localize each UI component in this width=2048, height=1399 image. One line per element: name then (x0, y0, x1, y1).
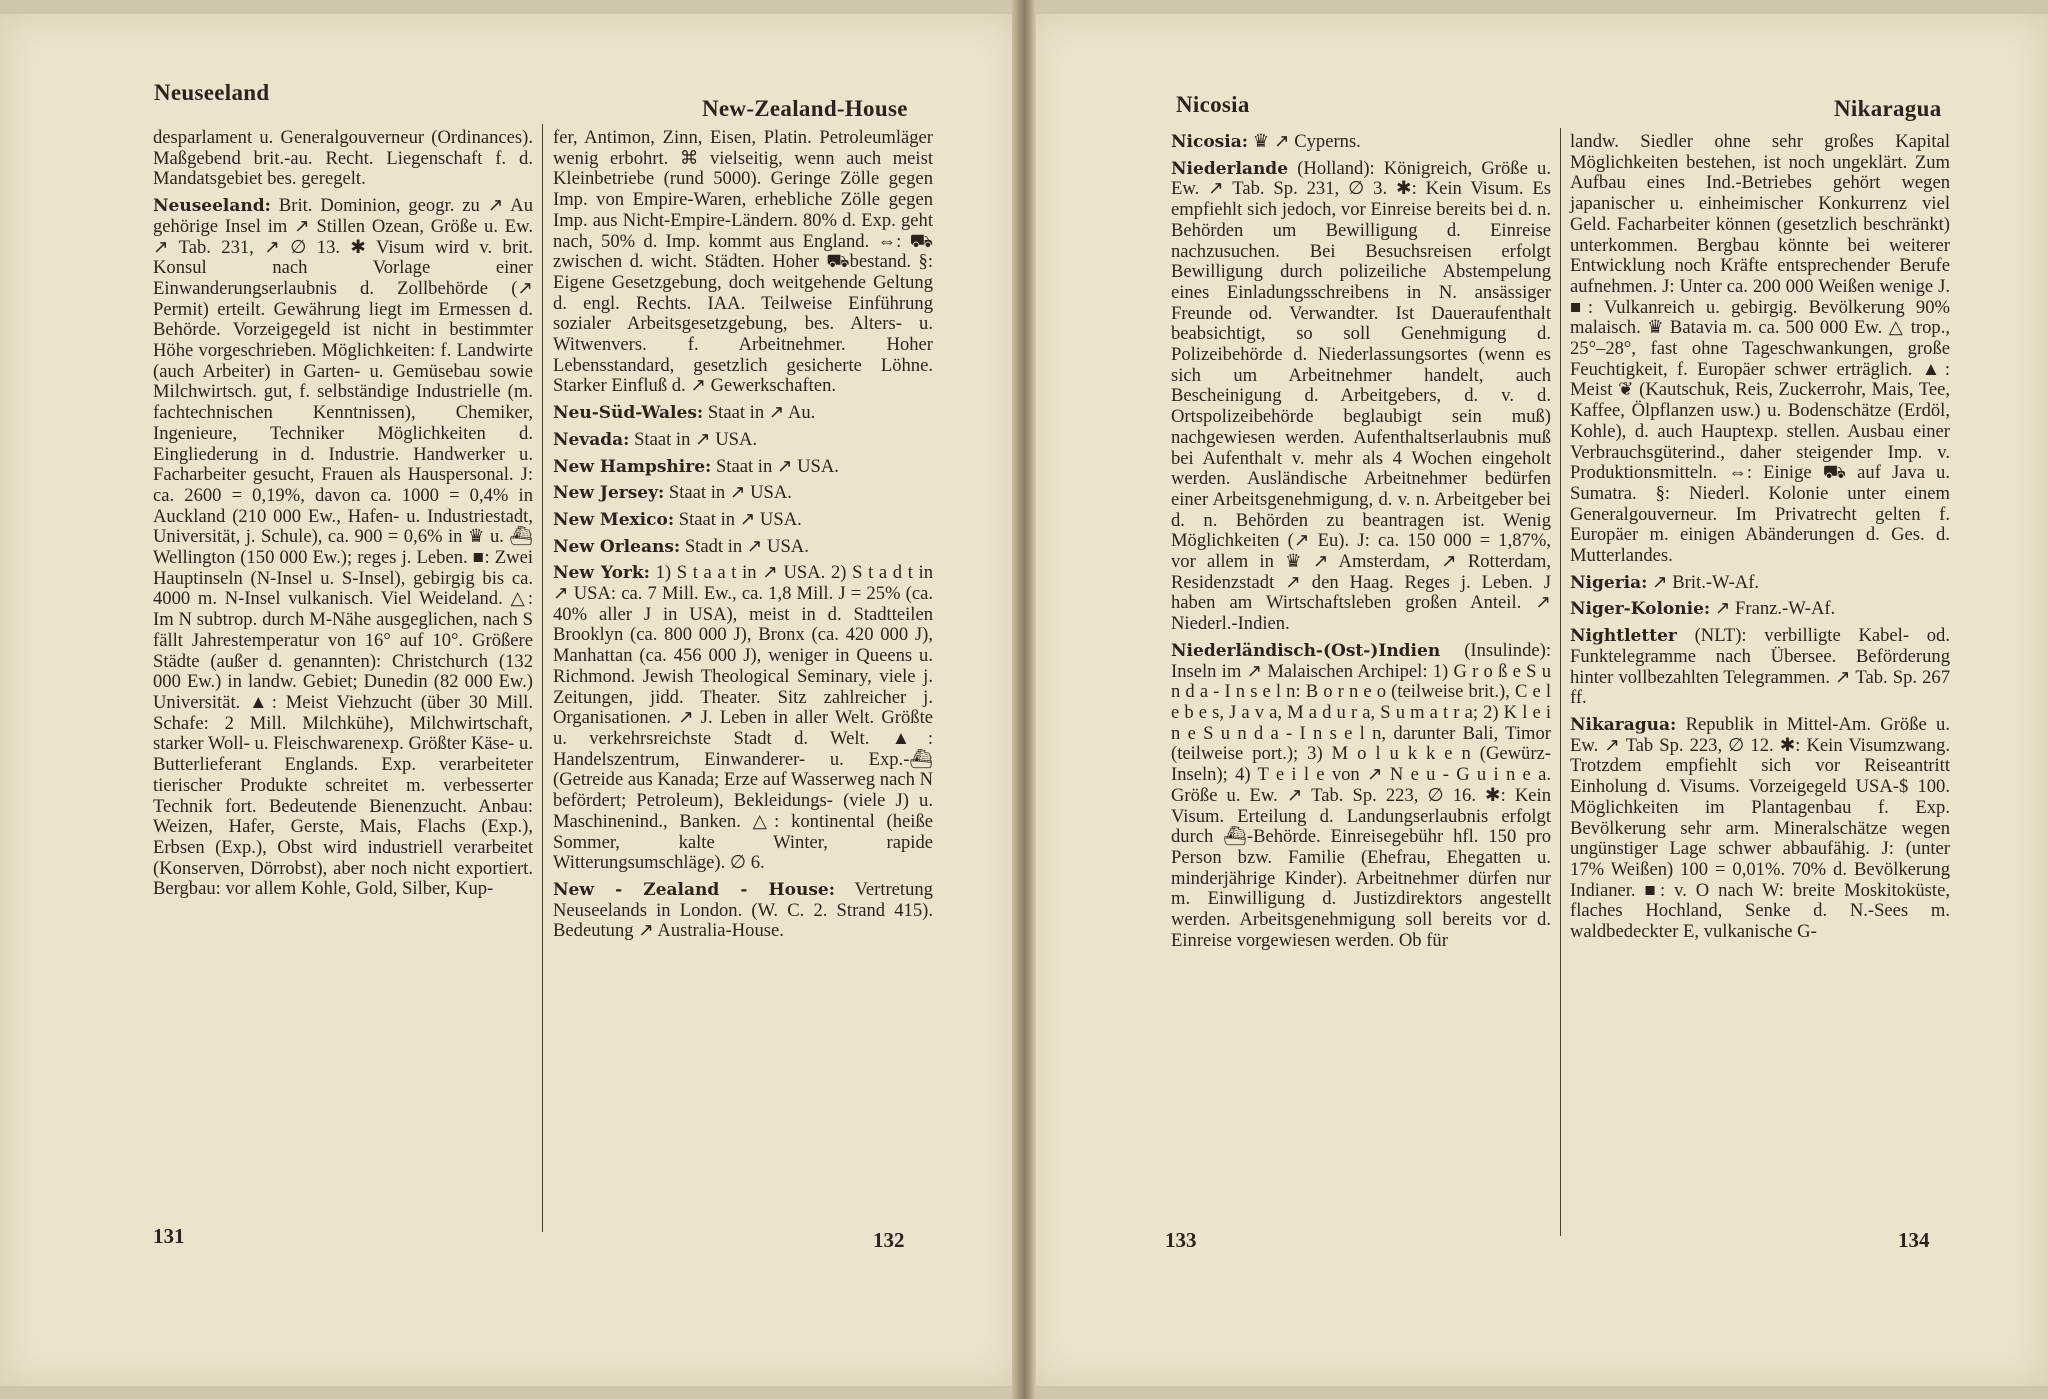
dictionary-entry (153, 128, 533, 190)
dictionary-entry (153, 196, 533, 900)
running-head-right: New-Zealand-House (702, 96, 908, 121)
dictionary-entry (1570, 132, 1950, 567)
dictionary-entry (1171, 159, 1551, 635)
dictionary-entry (1570, 573, 1950, 594)
page-number-133: 133 (1165, 1228, 1197, 1252)
entry-text: desparlament u. Generalgouverneur (Ordinances). Maßgebend brit.-au. Recht. Liegenschaft f. d. Mandatsgebiet bes. geregelt. (153, 127, 533, 190)
entry-text: 1) S t a a t in ↗ USA. 2) S t a d t in ↗ USA: ca. 7 Mill. Ew., ca. 1,8 Mill. J = 25% (ca. 40% aller J in USA), meist in d. Stadtteilen Brooklyn (ca. 800 000 J), Bronx (ca. 420 000 J), Manhattan (ca. 456 000 J), weniger in Queens u. Richmond. Jewish Theological Seminary, viele j. Zeitungen, jidd. Theater. Sitz zahlreicher j. Organisationen. ↗ J. Leben in aller Welt. Größte u. verkehrsreichste Stadt d. Welt. ▲: Handelszentrum, Einwanderer- u. Exp.-⛴ (Getreide aus Kanada; Erze auf Wasserweg nach N befördert; Petroleum), Bekleidungs- (viele J) u. Maschinenind., Banken. △: kontinental (heiße Sommer, kalte Winter, rapide Witterungsumschläge). ∅ 6. (553, 562, 933, 874)
dictionary-entry (553, 880, 933, 942)
running-head-left: Neuseeland (154, 80, 270, 105)
column-page-133 (1171, 132, 1551, 957)
entry-headword: New Orleans: (553, 536, 681, 557)
page-number-132: 132 (873, 1228, 905, 1252)
entry-text: Staat in ↗ USA. (711, 455, 839, 477)
entry-text: ↗ Brit.-W-Af. (1647, 571, 1760, 593)
entry-text: Staat in ↗ USA. (629, 428, 758, 450)
entry-headword: Nikaragua: (1570, 714, 1677, 735)
column-divider (542, 124, 543, 1232)
entry-text: (NLT): verbilligte Kabel- od. Funktelegramme nach Übersee. Beförderung hinter vollbezahlten Telegrammen. ↗ Tab. Sp. 267 ff. (1570, 625, 1950, 709)
entry-text: ↗ Franz.-W-Af. (1710, 598, 1836, 620)
entry-text: (Holland): Königreich, Größe u. Ew. ↗ Tab. Sp. 231, ∅ 3. ✱: Kein Visum. Es empfiehlt sich jedoch, vor Einreise bereits bei d. n. Behörden um Bewilligung d. Einreise nachzusuchen. Bei Besuchsreisen erfolgt Bewilligung durch polizeiliche Abstempelung eines Einladungsschreibens in N. ansässiger Freunde od. Verwandter. Ist Daueraufenthalt beabsichtigt, so soll Genehmigung d. Polizeibehörde d. Niederlassungsortes (wenn es sich um Arbeitnehmer handelt, auch Bescheinigung d. Arbeitgebers, d. v. d. Ortspolizeibehörde beglaubigt sein muß) nachgewiesen werden. Aufenthaltserlaubnis muß bei Aufenthalt v. mehr als 4 Wochen eingeholt werden. Ausländische Arbeitnehmer bedürfen einer Arbeitsgenehmigung, d. v. n. Arbeitgeber bei d. n. Behörden zu beantragen ist. Wenig Möglichkeiten (↗ Eu). J: ca. 150 000 = 1,87%, vor allem in ♛ ↗ Amsterdam, ↗ Rotterdam, Residenzstadt ↗ den Haag. Reges j. Leben. J haben am Wirtschaftsleben großen Anteil. ↗ Niederl.-Indien. (1171, 157, 1551, 635)
entry-headword: Nigeria: (1570, 572, 1648, 593)
entry-headword: Niger-Kolonie: (1570, 599, 1711, 620)
book-gutter (1012, 0, 1036, 1399)
entry-headword: New York: (553, 563, 650, 584)
dictionary-entry (553, 403, 933, 424)
dictionary-entry (553, 128, 933, 397)
entry-text: Staat in ↗ Au. (703, 402, 816, 424)
entry-text: (Insulinde): Inseln im ↗ Malaischen Archipel: 1) G r o ß e S u n d a - I n s e l n: B o r n e o (teilweise brit.), C e l e b e s, J a v a, M a d u r a, S u m a t r a; 2) K l e i n e S u n d a - I n s e l n, darunter Bali, Timor (teilweise port.); 3) M o l u k k e n (Gewürz-Inseln); 4) T e i l e von ↗ N e u - G u i n e a. Größe u. Ew. ↗ Tab. Sp. 223, ∅ 16. ✱: Kein Visum. Erteilung d. Landungserlaubnis erfolgt durch ⛴-Behörde. Einreisegebühr hfl. 150 pro Person bzw. Familie (Ehefrau, Ehegatten u. minderjährige Kinder). Arbeitnehmer dürfen nur m. Einwilligung d. Justizdirektors angestellt werden. Arbeitsgenehmigung soll bereits vor d. Einreise vorgewiesen werden. Ob für (1171, 639, 1551, 951)
entry-text: landw. Siedler ohne sehr großes Kapital Möglichkeiten bestehen, ist noch ungeklärt. Zum Aufbau eines Ind.-Betriebes gehört wegen japanischer u. einheimischer Konkurrenz viel Geld. Facharbeiter können (gesetzlich beschränkt) unterkommen. Bergbau könnte bei weiterer Entwicklung noch Kräfte entsprechender Berufe aufnehmen. J: Unter ca. 200 000 Weißen wenige J. ■: Vulkanreich u. gebirgig. Bevölkerung 90% malaisch. ♛ Batavia m. ca. 500 000 Ew. △ trop., 25°–28°, fast ohne Tageschwankungen, große Feuchtigkeit, f. Europäer schwer erträglich. ▲: Meist ❦ (Kautschuk, Reis, Zuckerrohr, Mais, Tee, Kaffee, Ölpflanzen usw.) u. Bodenschätze (Erdöl, Kohle), d. auch Hauptexp. stellen. Ausbau einer Verbrauchsgüterind., daher steigender Imp. v. Produktionsmitteln. ⇔: Einige ⛟ auf Java u. Sumatra. §: Niederl. Kolonie unter einem Generalgouverneur. Im Privatrecht gelten f. Europäer m. einigen Abänderungen d. Ges. d. Mutterlandes. (1570, 131, 1950, 567)
column-page-132 (553, 128, 933, 948)
entry-headword: Neuseeland: (153, 196, 271, 217)
entry-text: Vertretung Neuseelands in London. (W. C. 2. Strand 415). Bedeutung ↗ Australia-House. (553, 878, 933, 942)
entry-headword: New Jersey: (553, 483, 665, 504)
dictionary-entry (553, 457, 933, 478)
column-divider-right (1560, 128, 1561, 1236)
entry-text: Staat in ↗ USA. (674, 508, 802, 530)
dictionary-entry (553, 563, 933, 874)
column-page-134 (1570, 132, 1950, 949)
dictionary-entry (553, 510, 933, 531)
entry-text: fer, Antimon, Zinn, Eisen, Platin. Petroleumläger wenig erbohrt. ⌘ vielseitig, wenn auch meist Kleinbetriebe (rund 5000). Geringe Zölle gegen Imp. von Empire-Waren, erhebliche Zölle gegen Imp. aus Nicht-Empire-Ländern. 80% d. Exp. geht nach, 50% d. Imp. kommt aus England. ⇔: ⛟ zwischen d. wicht. Städten. Hoher ⛟bestand. §: Eigene Gesetzgebung, doch weitgehende Geltung d. engl. Rechts. IAA. Teilweise Einführung sozialer Arbeitsgesetzgebung, bes. Alters- u. Witwenvers. f. Arbeitnehmer. Hoher Lebensstandard, gesetzlich gesicherte Löhne. Starker Einfluß d. ↗ Gewerkschaften. (553, 127, 933, 397)
dictionary-entry (1171, 641, 1551, 952)
entry-headword: Nicosia: (1171, 132, 1249, 152)
entry-headword: Niederlande (1171, 158, 1289, 179)
dictionary-entry (1570, 626, 1950, 709)
entry-text: ♛ ↗ Cyperns. (1248, 131, 1361, 152)
entry-text: Brit. Dominion, geogr. zu ↗ Au gehörige Insel im ↗ Stillen Ozean, Größe u. Ew. ↗ Tab. 231, ↗ ∅ 13. ✱ Visum wird v. brit. Konsul nach Vorlage einer Einwanderungserlaubnis d. Zollbehörde (↗ Permit) erteilt. Gewährung liegt im Ermessen d. Behörde. Vorzeigegeld ist nicht in bestimmter Höhe vorgeschrieben. Möglichkeiten: f. Landwirte (auch Arbeiter) in Garten- u. Gemüsebau sowie Milchwirtsch. gut, f. selbständige Industrielle (m. fachtechnischen Kenntnissen), Chemiker, Ingenieure, Techniker Möglichkeiten d. Eingliederung in d. Industrie. Handwerker u. Facharbeiter gesucht, Frauen als Hauspersonal. J: ca. 2600 = 0,19%, davon ca. 1000 = 0,4% in Auckland (210 000 Ew., Hafen- u. Industriestadt, Universität, j. Schule), ca. 900 = 0,6% in ♛ u. ⛴ Wellington (150 000 Ew.); reges j. Leben. ■: Zwei Hauptinseln (N-Insel u. S-Insel), gebirgig bis ca. 4000 m. N-Insel vulkanisch. Viel Weideland. △: Im N subtrop. durch M-Nähe ausgeglichen, nach S fällt Jahrestemperatur von 16° auf 10°. Größere Städte (außer d. genannten): Christchurch (132 000 Ew.) in landw. Gebiet; Dunedin (82 000 Ew.) Universität. ▲: Meist Viehzucht (über 30 Mill. Schafe: 2 Mill. Milchkühe), Milchwirtschaft, starker Woll- u. Fleischwarenexp. Größter Käse- u. Butterlieferant Englands. Exp. verarbeiteter tierischer Produkte schreitet m. verbesserter Technik fort. Bedeutende Bienenzucht. Anbau: Weizen, Hafer, Gerste, Mais, Flachs (Exp.), Erbsen (Exp.), Obst wird industriell verarbeitet (Konserven, Dörrobst), aber noch nicht exportiert. Bergbau: vor allem Kohle, Gold, Silber, Kup- (153, 195, 533, 900)
page-number-134: 134 (1898, 1228, 1930, 1252)
dictionary-entry (1171, 132, 1551, 153)
dictionary-entry (553, 483, 933, 504)
entry-headword: New - Zealand - House: (553, 879, 835, 900)
entry-headword: Nightletter (1570, 626, 1677, 647)
entry-headword: New Hampshire: (553, 456, 712, 477)
entry-text: Stadt in ↗ USA. (680, 535, 809, 557)
column-page-131 (153, 128, 533, 906)
dictionary-entry (1570, 715, 1950, 943)
running-head-nicosia: Nicosia (1176, 92, 1250, 117)
running-head-nikaragua: Nikaragua (1834, 96, 1942, 121)
entry-headword: Niederländisch-(Ost-)Indien (1171, 640, 1441, 661)
left-page-spread (0, 0, 1012, 1399)
dictionary-entry (553, 430, 933, 451)
entry-headword: New Mexico: (553, 509, 675, 530)
entry-headword: Neu-Süd-Wales: (553, 403, 704, 424)
entry-text: Republik in Mittel-Am. Größe u. Ew. ↗ Tab Sp. 223, ∅ 12. ✱: Kein Visumzwang. Trotzdem empfiehlt sich vor Reiseantritt Einholung d. Visums. Vorzeigegeld USA-$ 100. Möglichkeiten im Plantagenbau f. Exp. Bevölkerung sehr arm. Mineralschätze wegen ungünstiger Lage schwer abbaufähig. J: (unter 17% Weißen) 100 = 0,01%. 70% d. Bevölkerung Indianer. ■: v. O nach W: breite Moskitoküste, flaches Hochland, Senke d. N.-Sees m. waldbedeckter E, vulkanische G- (1570, 713, 1950, 943)
page-number-131: 131 (153, 1224, 185, 1248)
dictionary-entry (553, 537, 933, 558)
right-page-spread (1036, 0, 2048, 1399)
entry-text: Staat in ↗ USA. (664, 482, 792, 504)
dictionary-entry (1570, 599, 1950, 620)
entry-headword: Nevada: (553, 429, 630, 450)
